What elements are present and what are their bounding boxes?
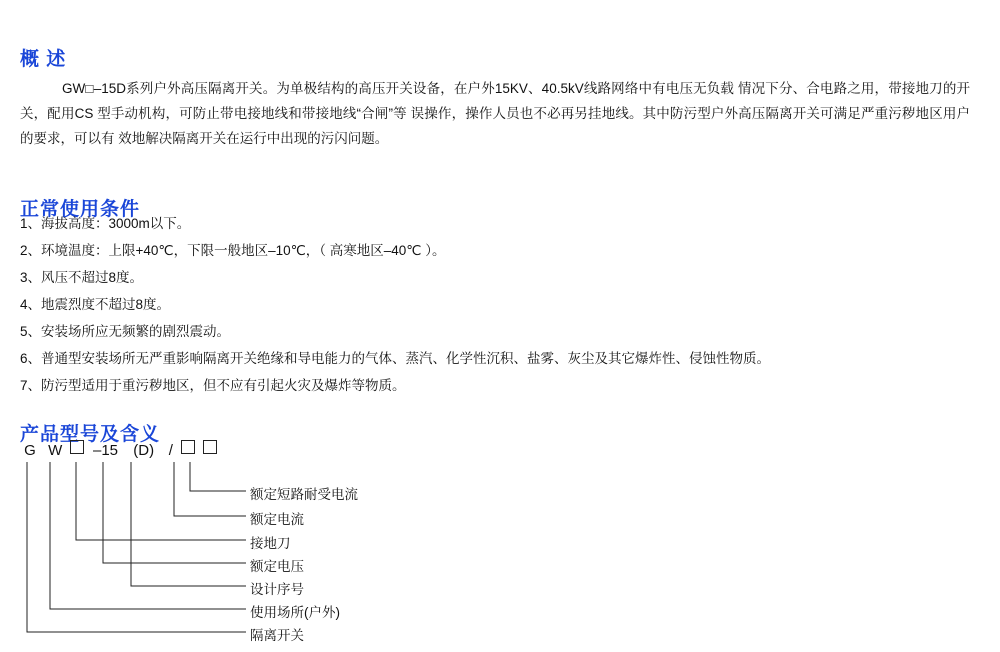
legend-label-usage-location: 使用场所(户外) (250, 605, 340, 620)
model-box-rated-current (181, 440, 195, 454)
model-char-w: W (48, 442, 63, 459)
list-item: 5、安装场所应无频繁的剧烈震动。 (20, 324, 231, 339)
legend-label-rated-current: 额定电流 (250, 512, 304, 527)
model-box-short-circuit-current (203, 440, 217, 454)
model-box-ground-knife (70, 440, 84, 454)
legend-label-disconnector: 隔离开关 (250, 628, 304, 643)
model-char-slash: / (168, 442, 173, 459)
overview-paragraph: GW□–15D系列户外高压隔离开关。为单极结构的高压开关设备，在户外15KV、40.5kV线路网络中有电压无负载 情况下分、合电路之用，带接地刀的开关，配用CS 型手动机构，可防止带电接地线和带接地线“合闸”等 误操作，操作人员也不必再另挂地线。其中防污型户外高压隔离开关可满足严重污秽地区用户的要求，可以有 效地解决隔离开关在运行中出现的污闪问题。 (20, 80, 970, 146)
section-title-conditions: 正常使用条件 (20, 198, 141, 220)
section-title-model: 产品型号及含义 (20, 423, 161, 445)
section-title-overview: 概 述 (20, 48, 67, 70)
model-char-15: –15 (93, 442, 119, 459)
legend-label-rated-voltage: 额定电压 (250, 559, 304, 574)
list-item: 1、海拔高度：3000m以下。 (20, 216, 191, 231)
legend-label-design-serial: 设计序号 (250, 582, 304, 597)
model-char-g: G (24, 442, 36, 459)
list-item: 6、普通型安装场所无严重影响隔离开关绝缘和导电能力的气体、蒸汽、化学性沉积、盐雾、灰尘及其它爆炸性、侵蚀性物质。 (20, 351, 771, 366)
list-item: 4、地震烈度不超过8度。 (20, 297, 171, 312)
legend-label-short-circuit-current: 额定短路耐受电流 (250, 487, 358, 502)
legend-label-ground-knife: 接地刀 (250, 536, 291, 551)
list-item: 3、风压不超过8度。 (20, 270, 144, 285)
conditions-list (20, 210, 970, 399)
model-char-d: (D) (133, 442, 155, 459)
model-code-line (20, 440, 217, 462)
list-item: 2、环境温度：上限+40℃，下限一般地区–10℃，（ 高寒地区–40℃ ）。 (20, 243, 446, 258)
list-item: 7、防污型适用于重污秽地区，但不应有引起火灾及爆炸等物质。 (20, 378, 406, 393)
